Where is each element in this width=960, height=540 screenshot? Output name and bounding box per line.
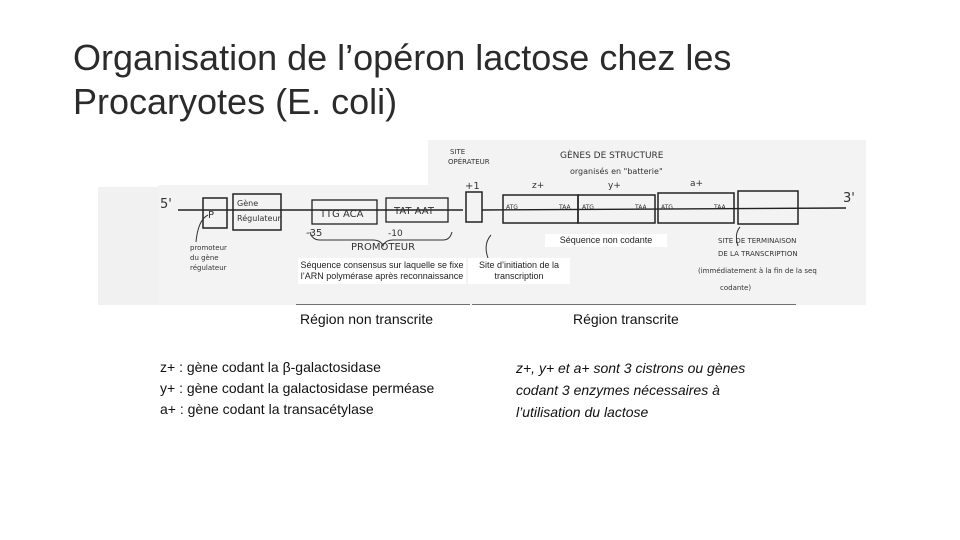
plus-1-label: +1 — [465, 181, 480, 192]
slide-title — [73, 36, 873, 124]
termination-label-4: codante) — [720, 284, 752, 292]
z-plus-label: z+ — [532, 181, 545, 191]
minus-35-label: -35 — [306, 228, 323, 239]
y-plus-label: y+ — [608, 181, 621, 191]
prom-reg-label-1: promoteur — [190, 244, 227, 252]
scan-background-main — [158, 185, 866, 305]
three-prime-label: 3' — [843, 191, 855, 206]
ttg-aca-label: TTG ACA — [320, 209, 364, 220]
site-operateur-label-2: OPÉRATEUR — [448, 158, 490, 166]
atg-label-z: ATG — [506, 204, 518, 211]
prom-reg-label-3: régulateur — [190, 264, 227, 272]
prom-reg-label-2: du gène — [190, 254, 219, 262]
non-coding-caption: Séquence non codante — [545, 234, 667, 247]
slide-title-line-2: Procaryotes (E. coli) — [73, 81, 398, 122]
five-prime-label: 5' — [160, 197, 172, 212]
a-plus-label: a+ — [690, 179, 704, 189]
cistrons-note: z+, y+ et a+ sont 3 cistrons ou gènes codant 3 enzymes nécessaires à l’utilisation du lactose — [516, 360, 746, 420]
taa-label-z: TAA — [559, 204, 571, 211]
genes-list — [160, 357, 434, 420]
non-transcribed-region-label: Région non transcrite — [300, 311, 434, 327]
promoteur-label: PROMOTEUR — [351, 242, 416, 253]
termination-label-3: (immédiatement à la fin de la seq — [698, 267, 817, 275]
gene-y-description: y+ : gène codant la galactosidase perméase — [160, 380, 435, 396]
consensus-caption: Séquence consensus sur laquelle se fixe l’ARN polymérase après reconnaissance — [298, 258, 466, 284]
initiation-caption: Site d’initiation de la transcription — [468, 258, 570, 284]
site-operateur-label-1: SITE — [450, 148, 466, 156]
transcribed-region-label: Région transcrite — [573, 311, 679, 327]
minus-10-label: -10 — [388, 229, 403, 239]
scan-background-top — [428, 140, 866, 190]
genes-structure-label-2: organisés en "batterie" — [570, 167, 663, 176]
gene-a-description: a+ : gène codant la transacétylase — [160, 401, 374, 417]
tat-aat-label: TAT AAT — [394, 206, 434, 217]
scan-background-left — [98, 187, 158, 305]
genes-structure-label-1: GÈNES DE STRUCTURE — [560, 151, 664, 161]
taa-label-y: TAA — [635, 204, 647, 211]
taa-label-a: TAA — [714, 204, 726, 211]
termination-label-2: DE LA TRANSCRIPTION — [718, 250, 798, 258]
gene-z-description: z+ : gène codant la β-galactosidase — [160, 359, 381, 375]
atg-label-a: ATG — [661, 204, 673, 211]
termination-label-1: SITE DE TERMINAISON — [718, 237, 797, 245]
regulator-label-2: Régulateur — [237, 214, 281, 223]
atg-label-y: ATG — [582, 204, 594, 211]
promoter-p-label: P — [208, 210, 215, 221]
slide-title-line-1: Organisation de l’opéron lactose chez les — [73, 37, 732, 78]
regulator-label-1: Gène — [237, 199, 259, 208]
